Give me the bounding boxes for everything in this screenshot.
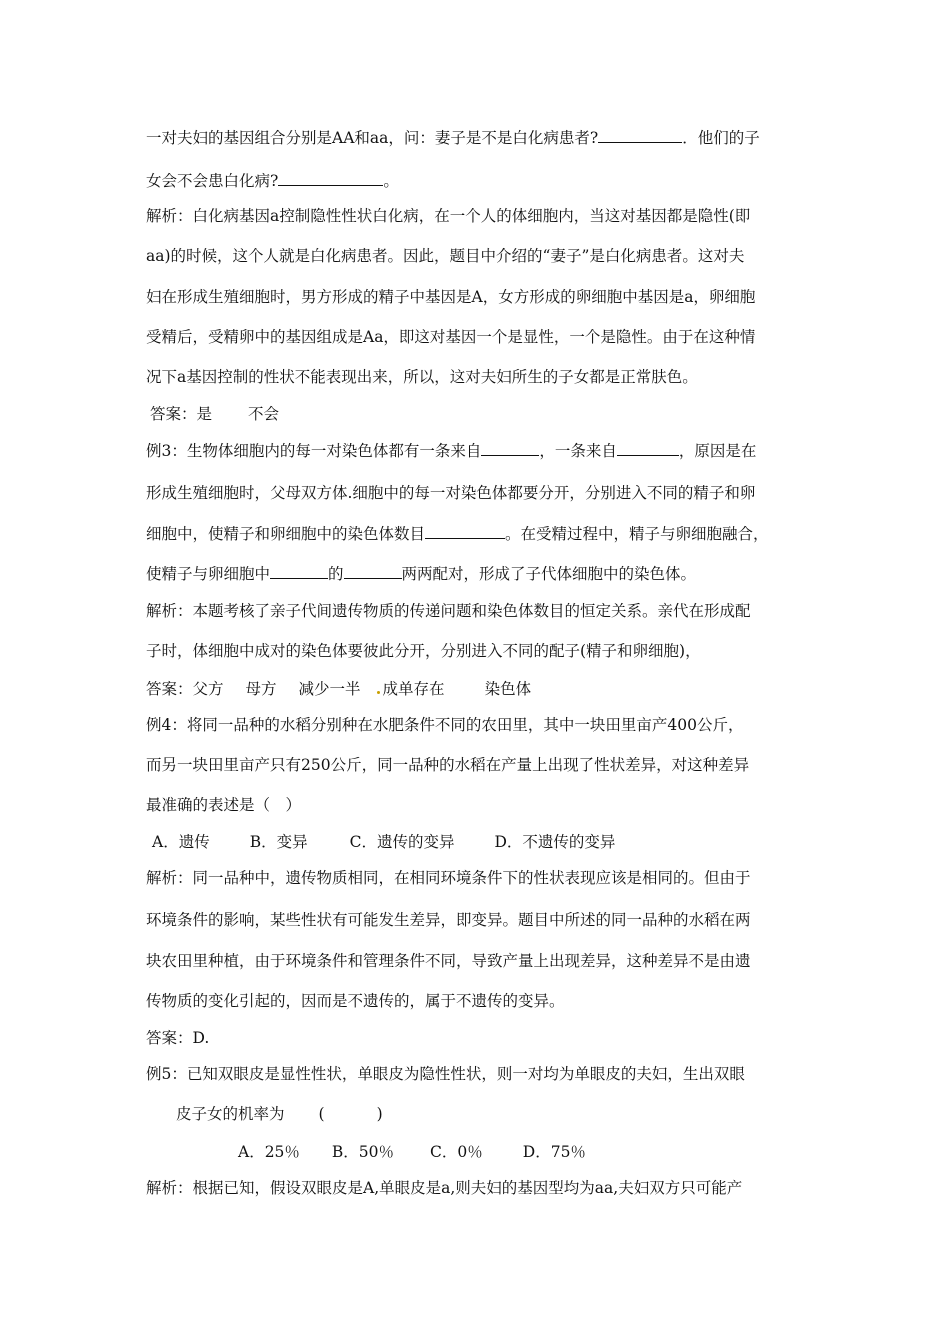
example-3-line-1: [146, 441, 836, 461]
answer-line: 答案：D.: [146, 1029, 210, 1047]
answer-text: 答案：父方: [146, 680, 224, 698]
answer-blank: [617, 441, 679, 456]
paren-open: (: [318, 1105, 325, 1123]
answer-text: 减少一半: [298, 680, 361, 698]
analysis-line: 块农田里种植，由于环境条件和管理条件不同，导致产量上出现差异，这种差异不是由遗: [146, 952, 751, 970]
answer-text: 答案：是: [150, 405, 213, 423]
text-segment: 细胞中: [146, 525, 193, 543]
answer-text: 不会: [248, 405, 280, 423]
options-line: [152, 832, 842, 852]
example-4-line: 而另一块田里亩产只有250公斤，同一品种的水稻在产量上出现了性状差异，对这种差异: [146, 756, 750, 774]
text-segment: 。: [383, 172, 399, 190]
analysis-line: 子时，体细胞中成对的染色体要彼此分开，分别进入不同的配子(精子和卵细胞)，: [146, 642, 701, 660]
analysis-line: 解析：同一品种中，遗传物质相同，在相同环境条件下的性状表现应该是相同的。但由于: [146, 869, 751, 887]
text-segment: 女会不会患白化病?: [146, 172, 279, 190]
text-segment: ，使精子和卵细胞中的染色体数目: [192, 525, 426, 543]
example-4-line: 例4：将同一品种的水稻分别种在水肥条件不同的农田里，其中一块田里亩产400公斤，: [146, 716, 744, 734]
paren-close: ): [376, 1105, 383, 1123]
option-b: B．50％: [331, 1143, 395, 1161]
text-segment: 例3：生物体细胞内的每一对染色体都有一条来自: [146, 442, 482, 460]
options-line: [238, 1142, 928, 1162]
answer-blank: [270, 564, 328, 579]
answer-blank: [278, 171, 383, 186]
example-4-line: 最准确的表述是（ ）: [146, 796, 302, 814]
option-c: C．0％: [430, 1143, 483, 1161]
text-segment: ．他们的子: [682, 129, 760, 147]
option-c: C．遗传的变异: [349, 833, 455, 851]
analysis-line: 受精后，受精卵中的基因组成是Aa，即这对基因一个是显性，一个是隐性。由于在这种情: [146, 328, 756, 346]
bullet-dot-icon: [377, 691, 380, 694]
analysis-line: 解析：根据已知，假设双眼皮是A,单眼皮是a,则夫妇的基因型均为aa,夫妇双方只可能产: [146, 1179, 743, 1197]
example-3-line-4: [146, 564, 836, 584]
text-segment: ，一条来自: [539, 442, 617, 460]
text-segment: 两两配对，形成了子代体细胞中的染色体。: [401, 565, 697, 583]
answer-blank: [344, 564, 402, 579]
option-d: D．75％: [522, 1143, 586, 1161]
option-d: D．不遗传的变异: [494, 833, 616, 851]
text-segment: ，原因是在: [678, 442, 757, 460]
analysis-line: 妇在形成生殖细胞时，男方形成的精子中基因是A，女方形成的卵细胞中基因是a，卵细胞: [146, 288, 756, 306]
analysis-line: 解析：白化病基因a控制隐性性状白化病，在一个人的体细胞内，当这对基因都是隐性(即: [146, 207, 751, 225]
example-3-line-3: [146, 524, 836, 544]
analysis-line: 解析：本题考核了亲子代间遗传物质的传递问题和染色体数目的恒定关系。亲代在形成配: [146, 602, 751, 620]
example-3-line-2: 形成生殖细胞时，父母双方体.细胞中的每一对染色体都要分开，分别进入不同的精子和卵: [146, 484, 756, 502]
analysis-line: 传物质的变化引起的，因而是不遗传的，属于不遗传的变异。: [146, 992, 565, 1010]
analysis-line: 环境条件的影响，某些性状有可能发生差异，即变异。题目中所述的同一品种的水稻在两: [146, 911, 751, 929]
example-5-line: [176, 1104, 866, 1124]
text-segment: 使精子与卵细胞中: [146, 565, 271, 583]
answer-line: [150, 404, 840, 424]
text-segment: 皮子女的机率为: [176, 1105, 285, 1123]
question-albinism-line-2: [146, 171, 836, 191]
answer-text: 成单存在: [382, 680, 445, 698]
answer-text: 母方: [245, 680, 277, 698]
text-segment: 的: [328, 565, 344, 583]
answer-text: 染色体: [484, 680, 532, 698]
example-5-line: 例5：已知双眼皮是显性性状，单眼皮为隐性性状，则一对均为单眼皮的夫妇，生出双眼: [146, 1065, 745, 1083]
option-a: A．25％: [238, 1143, 300, 1161]
answer-blank: [598, 128, 682, 143]
option-a: A．遗传: [152, 833, 210, 851]
text-segment: 一对夫妇的基因组合分别是AA和aa，问：妻子是不是白化病患者?: [146, 129, 599, 147]
answer-blank: [425, 524, 505, 539]
question-albinism-line-1: [146, 128, 836, 148]
analysis-line: aa)的时候，这个人就是白化病患者。因此，题目中介绍的“妻子”是白化病患者。这对夫: [146, 247, 745, 265]
answer-blank: [481, 441, 539, 456]
analysis-line: 况下a基因控制的性状不能表现出来，所以，这对夫妇所生的子女都是正常肤色。: [146, 368, 698, 386]
text-segment: 。在受精过程中，精子与卵细胞融合，: [505, 525, 769, 543]
option-b: B．变异: [249, 833, 308, 851]
answer-line: [146, 679, 836, 699]
